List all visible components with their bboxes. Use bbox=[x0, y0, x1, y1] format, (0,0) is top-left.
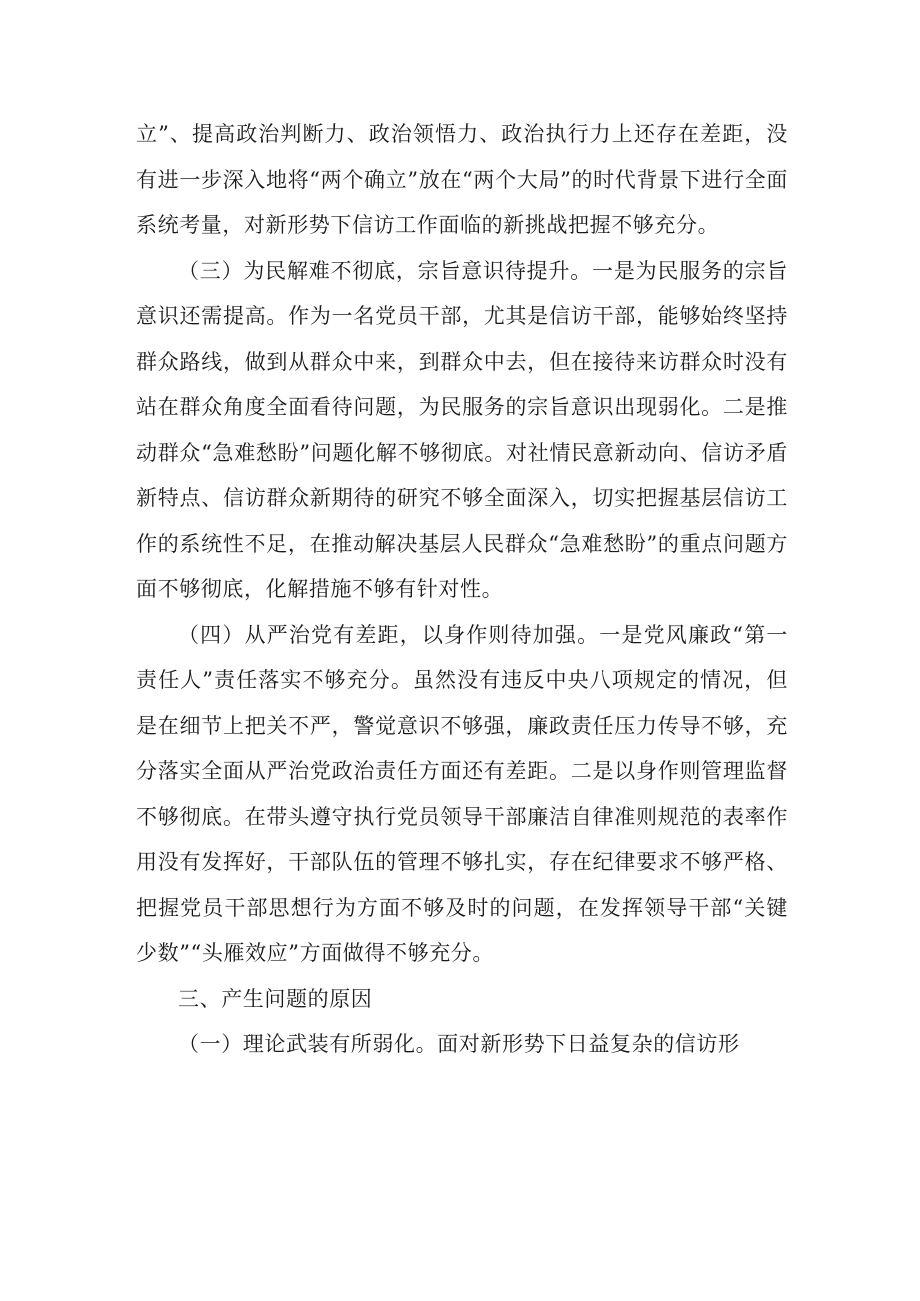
paragraph-section-three: （三）为民解难不彻底，宗旨意识待提升。一是为民服务的宗旨意识还需提高。作为一名党员干部，尤其是信访干部，能够始终坚持群众路线，做到从群众中来，到群众中去，但在接待来访群众时没有站在群众角度全面看待问题，为民服务的宗旨意识出现弱化。二是推动群众“急难愁盼”问题化解不够彻底。对社情民意新动向、信访矛盾新特点、信访群众新期待的研究不够全面深入，切实把握基层信访工作的系统性不足，在推动解决基层人民群众“急难愁盼”的重点问题方面不够彻底，化解措施不够有针对性。 bbox=[136, 258, 788, 601]
paragraph-cause-one: （一）理论武装有所弱化。面对新形势下日益复杂的信访形 bbox=[178, 1032, 740, 1056]
paragraph-continuation: 立”、提高政治判断力、政治领悟力、政治执行力上还存在差距，没有进一步深入地将“两个确立”放在“两个大局”的时代背景下进行全面系统考量，对新形势下信访工作面临的新挑战把握不够充分。 bbox=[136, 122, 788, 237]
document-body bbox=[136, 112, 788, 1068]
paragraph-section-four: （四）从严治党有差距，以身作则待加强。一是党风廉政“第一责任人”责任落实不够充分。虽然没有违反中央八项规定的情况，但是在细节上把关不严，警觉意识不够强，廉政责任压力传导不够，充分落实全面从严治党政治责任方面还有差距。二是以身作则管理监督不够彻底。在带头遵守执行党员领导干部廉洁自律准则规范的表率作用没有发挥好，干部队伍的管理不够扎实，存在纪律要求不够严格、把握党员干部思想行为方面不够及时的问题，在发挥领导干部“关键少数”“头雁效应”方面做得不够充分。 bbox=[136, 622, 788, 965]
section-heading: 三、产生问题的原因 bbox=[178, 986, 373, 1011]
